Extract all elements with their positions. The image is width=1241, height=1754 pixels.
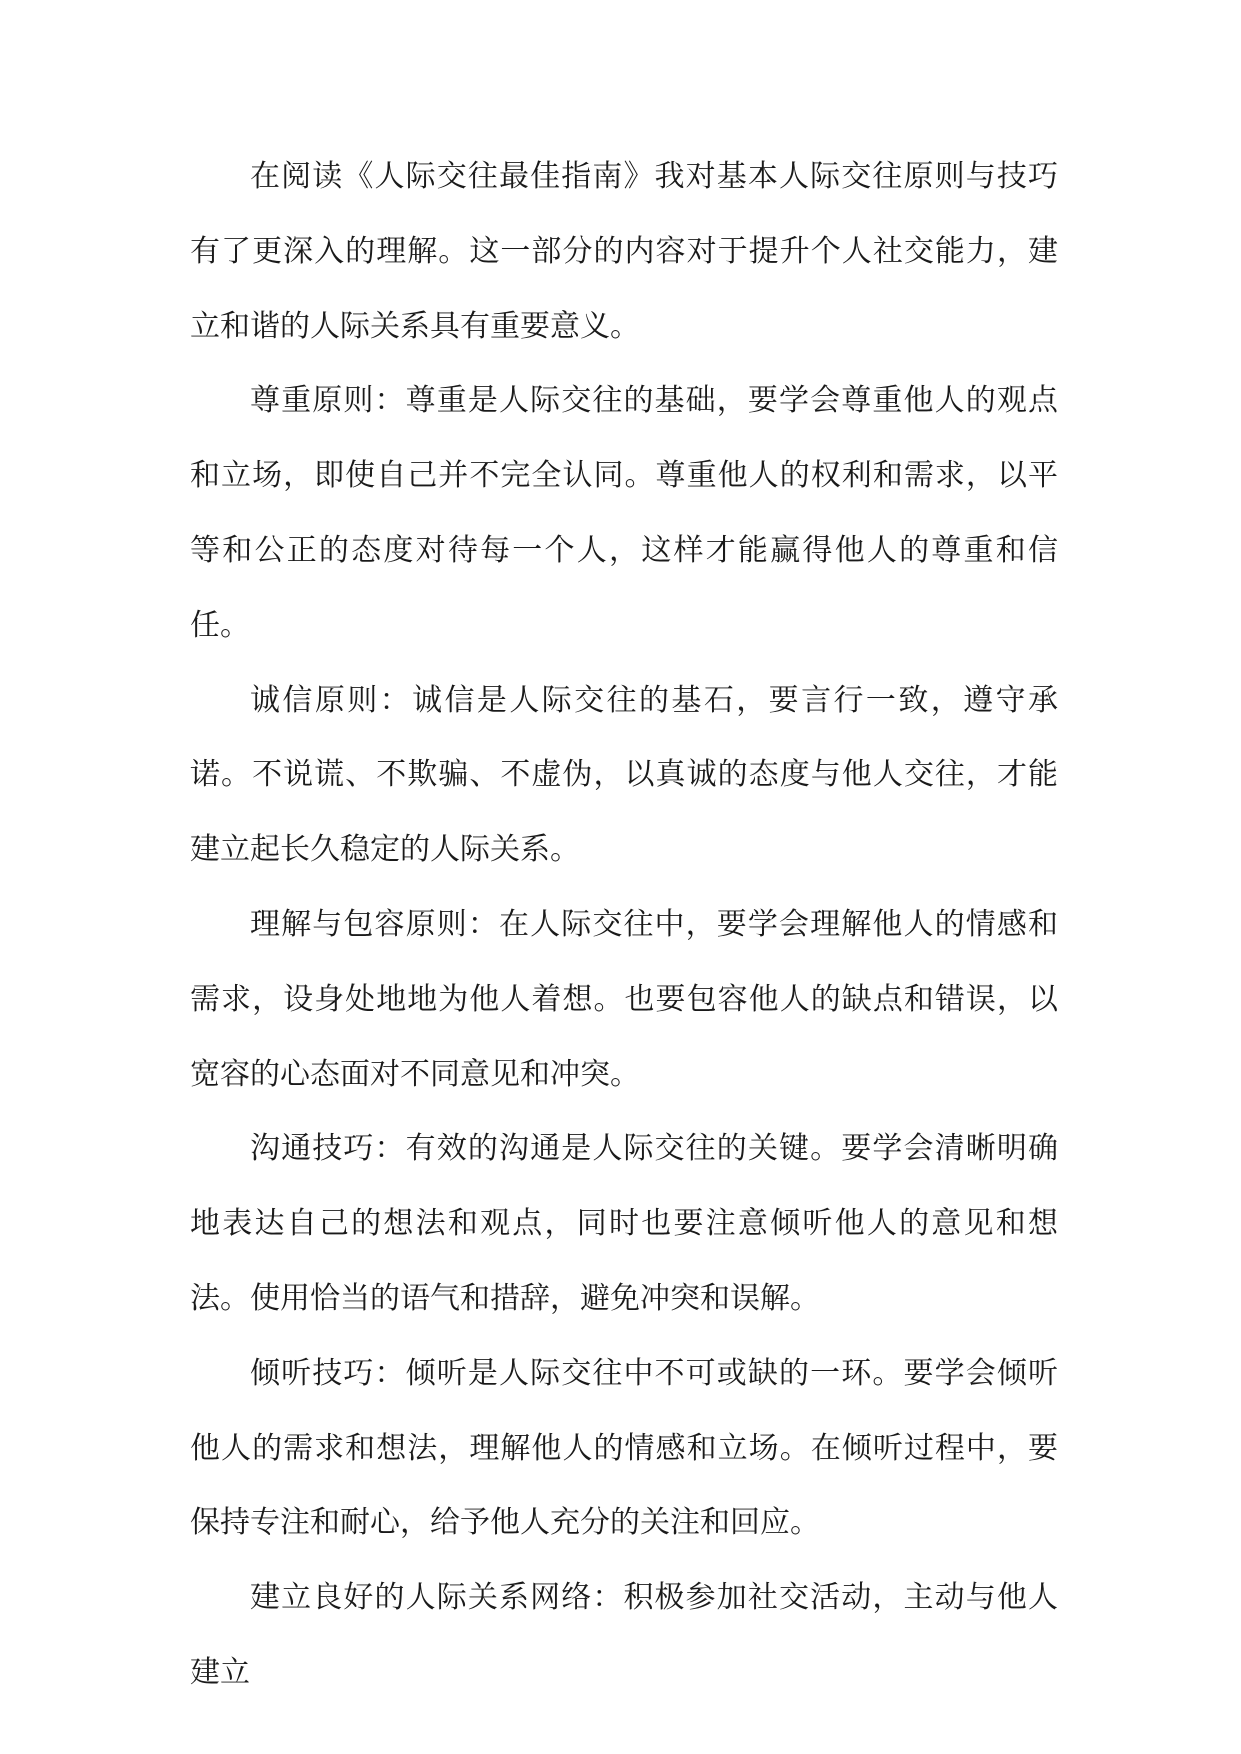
paragraph-respect-principle: 尊重原则：尊重是人际交往的基础，要学会尊重他人的观点和立场，即使自己并不完全认同。尊重他人的权利和需求，以平等和公正的态度对待每一个人，这样才能赢得他人的尊重和信任。 — [190, 383, 1058, 643]
paragraph-network-building: 建立良好的人际关系网络：积极参加社交活动，主动与他人建立 — [190, 1580, 1058, 1690]
paragraph-communication-skills: 沟通技巧：有效的沟通是人际交往的关键。要学会清晰明确地表达自己的想法和观点，同时也要注意倾听他人的意见和想法。使用恰当的语气和措辞，避免冲突和误解。 — [190, 1131, 1058, 1316]
paragraph-intro: 在阅读《人际交往最佳指南》我对基本人际交往原则与技巧有了更深入的理解。这一部分的内容对于提升个人社交能力，建立和谐的人际关系具有重要意义。 — [190, 159, 1058, 344]
paragraph-integrity-principle: 诚信原则：诚信是人际交往的基石，要言行一致，遵守承诺。不说谎、不欺骗、不虚伪，以真诚的态度与他人交往，才能建立起长久稳定的人际关系。 — [190, 682, 1058, 868]
paragraph-understanding-principle: 理解与包容原则：在人际交往中，要学会理解他人的情感和需求，设身处地地为他人着想。也要包容他人的缺点和错误，以宽容的心态面对不同意见和冲突。 — [190, 906, 1058, 1092]
document-body — [190, 140, 1058, 1711]
paragraph-listening-skills: 倾听技巧：倾听是人际交往中不可或缺的一环。要学会倾听他人的需求和想法，理解他人的情感和立场。在倾听过程中，要保持专注和耐心，给予他人充分的关注和回应。 — [190, 1355, 1058, 1541]
